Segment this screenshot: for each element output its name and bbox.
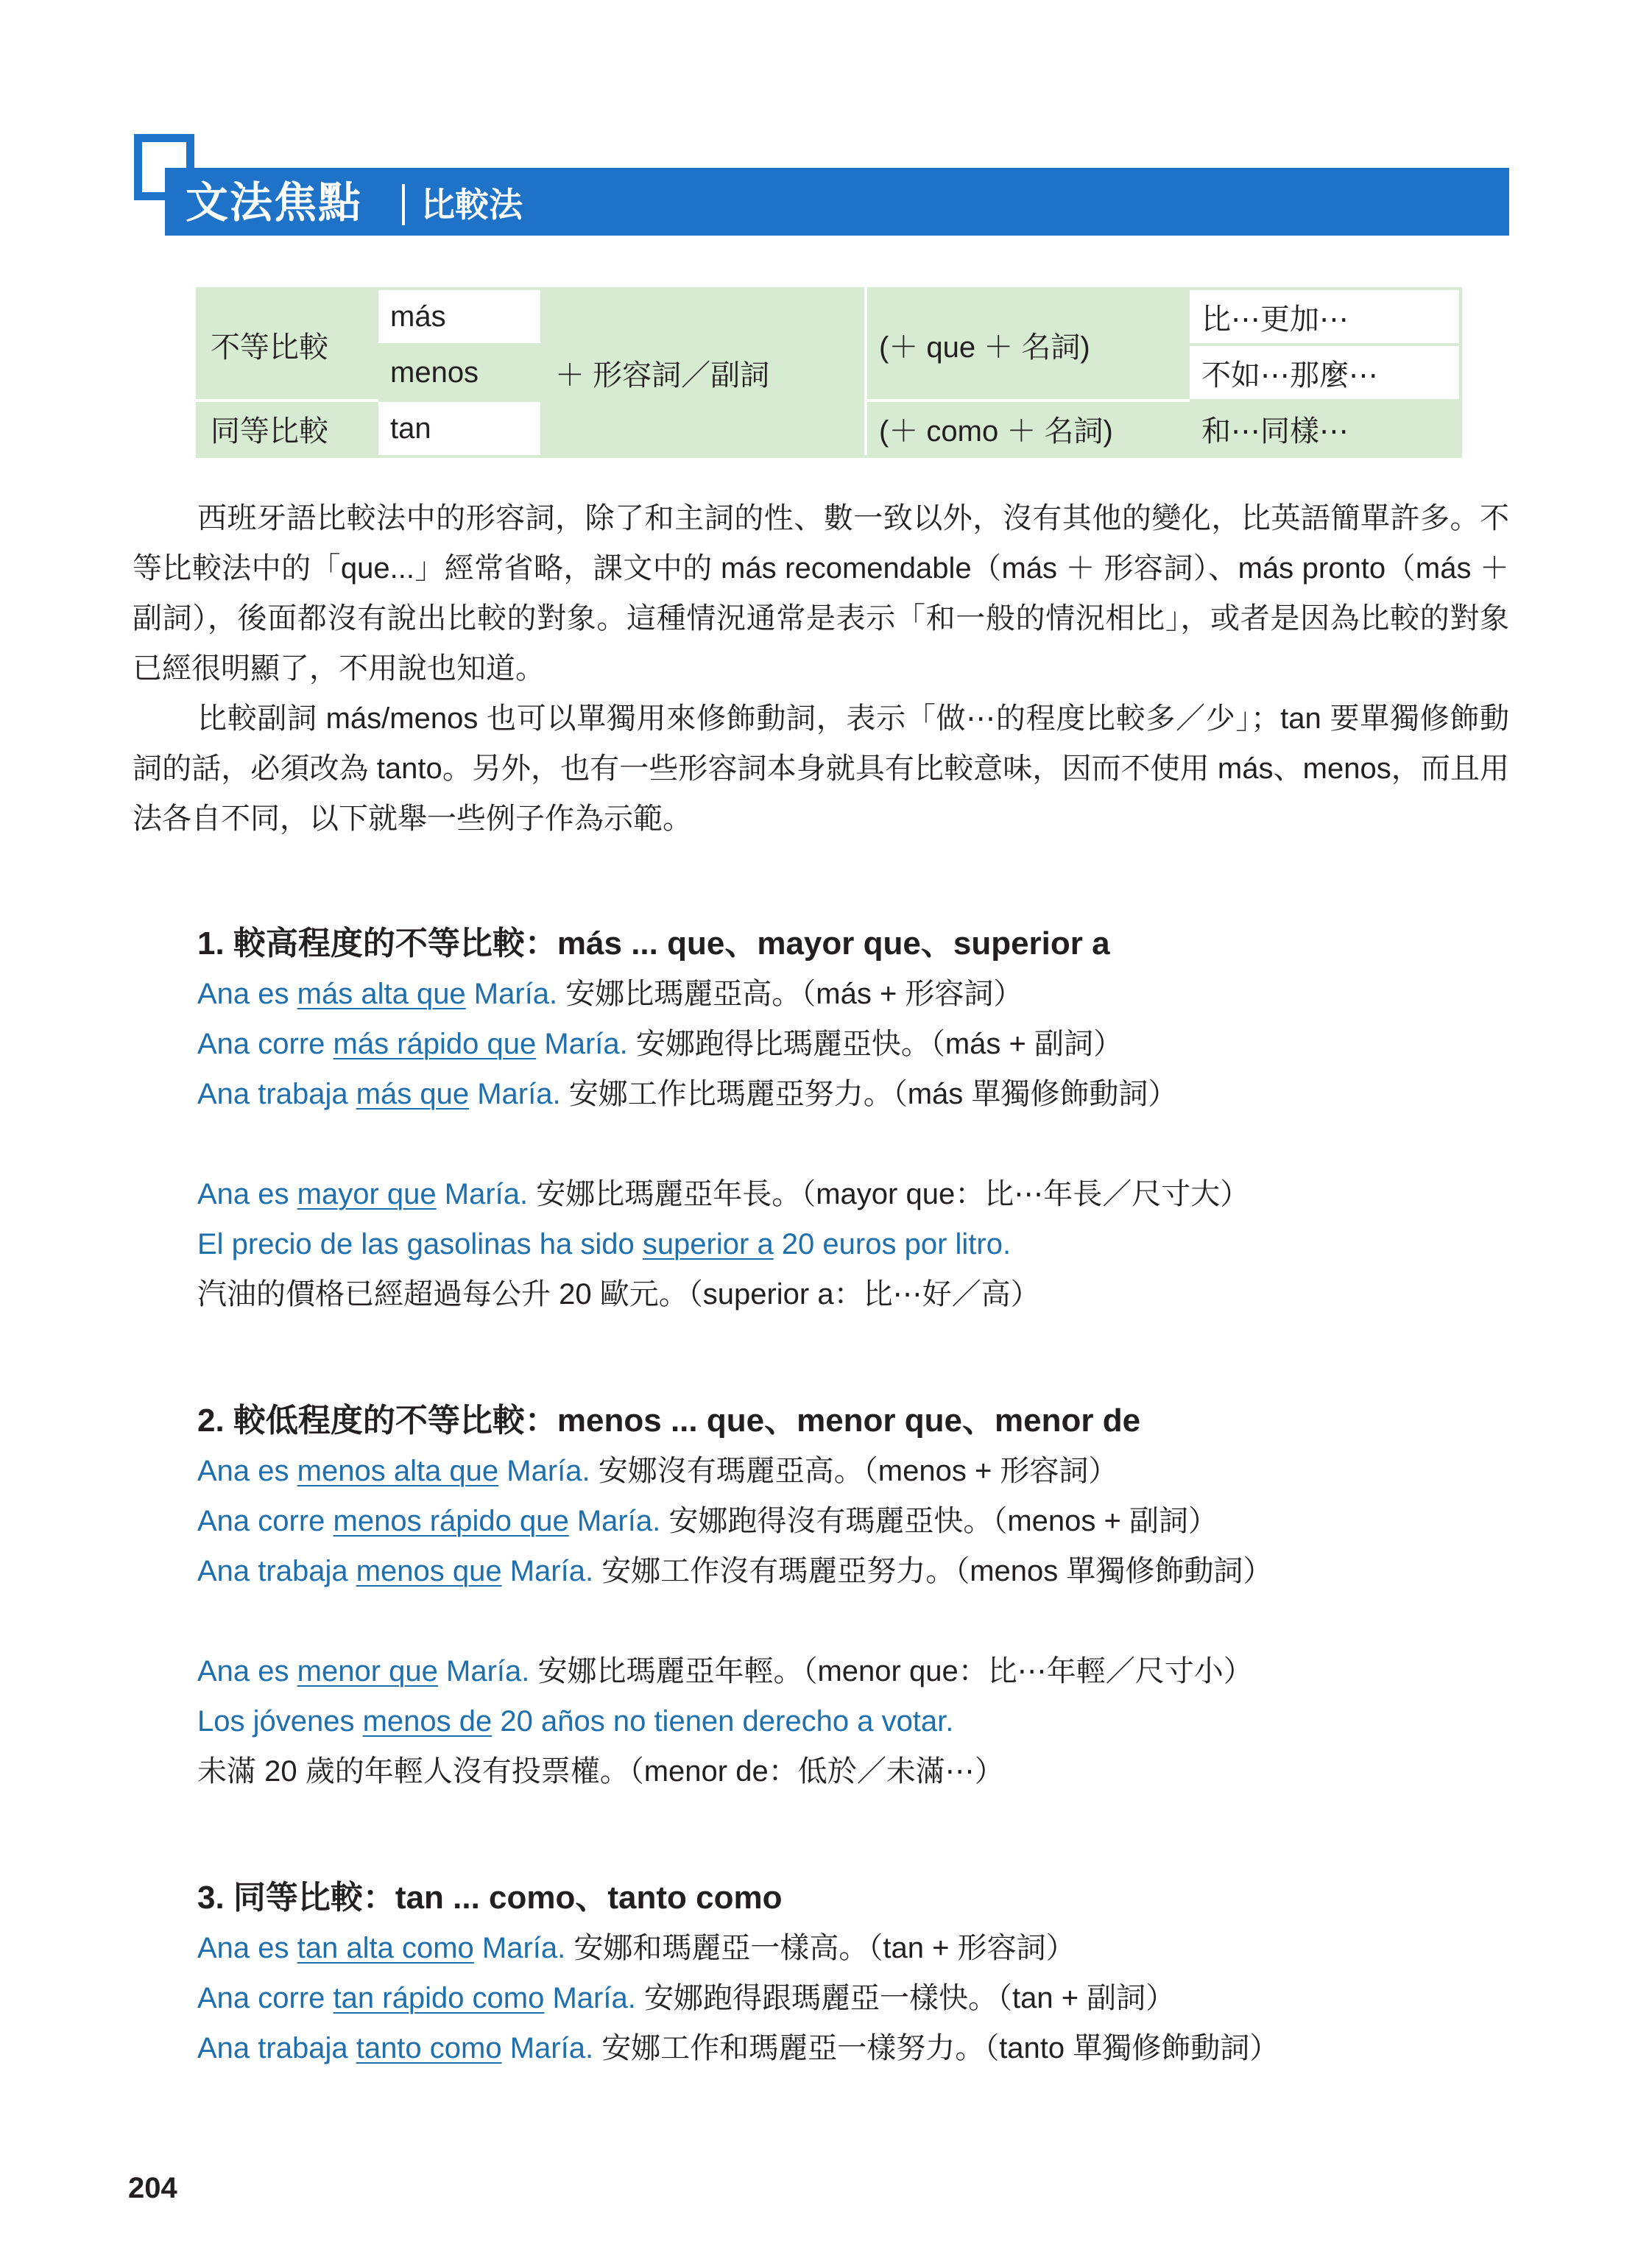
example-zh: 安娜沒有瑪麗亞高。（menos + 形容詞）	[590, 1455, 1118, 1487]
comparison-table	[196, 287, 1462, 458]
table-cell-mas: más	[377, 289, 542, 345]
table-cell-equal: 同等比較	[197, 401, 377, 456]
table-cell-que-noun: (＋ que ＋ 名詞)	[866, 289, 1188, 401]
table-cell-meaning-menos: 不如⋯那麼⋯	[1188, 345, 1461, 401]
paragraph: 西班牙語比較法中的形容詞，除了和主詞的性、數一致以外，沒有其他的變化，比英語簡單許多。不等比較法中的「que...」經常省略，課文中的 más recomendable（más ＋ 形容詞）、más pronto（más ＋ 副詞），後面都沒有說出比較的對象。這種情況通常是表示「和一般的情況相比」，或者是因為比較的對象已經很明顯了，不用說也知道。	[133, 502, 1509, 685]
table-cell-adj-adv: ＋ 形容詞／副詞	[542, 289, 866, 456]
example-es: Ana es tan alta como María.	[197, 1932, 566, 1964]
example-es: Ana es menor que María.	[197, 1655, 530, 1687]
example-es: Ana trabaja tanto como María.	[197, 2032, 594, 2064]
example-line	[197, 1446, 1508, 1496]
table-cell-menos: menos	[377, 345, 542, 401]
table-cell-meaning-tan: 和⋯同樣⋯	[1188, 401, 1461, 456]
example-es: Ana es mayor que María.	[197, 1178, 529, 1210]
table-cell-tan: tan	[377, 401, 542, 456]
example-es: El precio de las gasolinas ha sido superior a 20 euros por litro.	[197, 1228, 1012, 1260]
section-header	[133, 133, 1509, 236]
example-line	[197, 1069, 1508, 1119]
example-section-2	[197, 1396, 1508, 1796]
page-number: 204	[128, 2172, 177, 2204]
example-es: Ana trabaja menos que María.	[197, 1555, 594, 1587]
example-line	[197, 1219, 1508, 1269]
example-zh: 安娜跑得跟瑪麗亞一樣快。（tan + 副詞）	[635, 1982, 1176, 2014]
example-zh: 安娜比瑪麗亞高。（más + 形容詞）	[557, 978, 1023, 1010]
example-line	[197, 969, 1508, 1019]
example-es: Ana es más alta que María.	[197, 978, 558, 1010]
example-line	[197, 1546, 1508, 1596]
header-subtitle: 比較法	[421, 186, 523, 224]
example-es: Ana corre menos rápido que María.	[197, 1505, 661, 1537]
example-zh: 安娜和瑪麗亞一樣高。（tan + 形容詞）	[565, 1932, 1076, 1964]
example-zh: 安娜跑得沒有瑪麗亞快。（menos + 副詞）	[660, 1505, 1218, 1537]
example-line	[197, 1646, 1508, 1696]
explanation-text	[133, 493, 1509, 844]
example-zh: 安娜工作沒有瑪麗亞努力。（menos 單獨修飾動詞）	[593, 1555, 1273, 1587]
example-translation: 未滿 20 歲的年輕人沒有投票權。（menor de：低於／未滿⋯）	[197, 1755, 1004, 1788]
header-bar	[165, 168, 1509, 236]
example-line	[197, 1169, 1508, 1219]
header-divider	[402, 184, 405, 225]
table-cell-unequal: 不等比較	[197, 289, 377, 401]
paragraph: 比較副詞 más/menos 也可以單獨用來修飾動詞，表示「做⋯的程度比較多／少」；tan 要單獨修飾動詞的話，必須改為 tanto。另外，也有一些形容詞本身就具有比較意味，因而不使用 más、menos，而且用法各自不同，以下就舉一些例子作為示範。	[133, 702, 1509, 835]
table-cell-meaning-mas: 比⋯更加⋯	[1188, 289, 1461, 345]
example-section-1	[197, 919, 1508, 1319]
example-zh: 安娜比瑪麗亞年輕。（menor que：比⋯年輕／尺寸小）	[529, 1655, 1253, 1687]
example-es: Los jóvenes menos de 20 años no tienen derecho a votar.	[197, 1705, 954, 1738]
example-line	[197, 1973, 1508, 2023]
example-section-3	[197, 1873, 1508, 2073]
section-title: 1. 較高程度的不等比較：más ... que、mayor que、superior a	[197, 925, 1110, 962]
example-zh: 安娜工作和瑪麗亞一樣努力。（tanto 單獨修飾動詞）	[593, 2032, 1279, 2064]
example-es: Ana corre más rápido que María.	[197, 1028, 628, 1060]
example-line	[197, 1019, 1508, 1069]
example-es: Ana trabaja más que María.	[197, 1078, 561, 1110]
example-line	[197, 1496, 1508, 1546]
example-zh: 安娜跑得比瑪麗亞快。（más + 副詞）	[627, 1028, 1123, 1060]
header-title: 文法焦點	[186, 179, 363, 227]
table-cell-como-noun: (＋ como ＋ 名詞)	[866, 401, 1188, 456]
table-row	[197, 289, 1461, 345]
example-line	[197, 1923, 1508, 1973]
example-es: Ana corre tan rápido como María.	[197, 1982, 636, 2014]
example-zh: 安娜比瑪麗亞年長。（mayor que：比⋯年長／尺寸大）	[528, 1178, 1250, 1210]
example-translation: 汽油的價格已經超過每公升 20 歐元。（superior a：比⋯好／高）	[197, 1278, 1040, 1311]
section-title: 3. 同等比較：tan ... como、tanto como	[197, 1880, 783, 1916]
example-line	[197, 1696, 1508, 1746]
example-line	[197, 2023, 1508, 2073]
section-title: 2. 較低程度的不等比較：menos ... que、menor que、menor de	[197, 1403, 1141, 1439]
example-zh: 安娜工作比瑪麗亞努力。（más 單獨修飾動詞）	[560, 1078, 1178, 1110]
example-es: Ana es menos alta que María.	[197, 1455, 590, 1487]
